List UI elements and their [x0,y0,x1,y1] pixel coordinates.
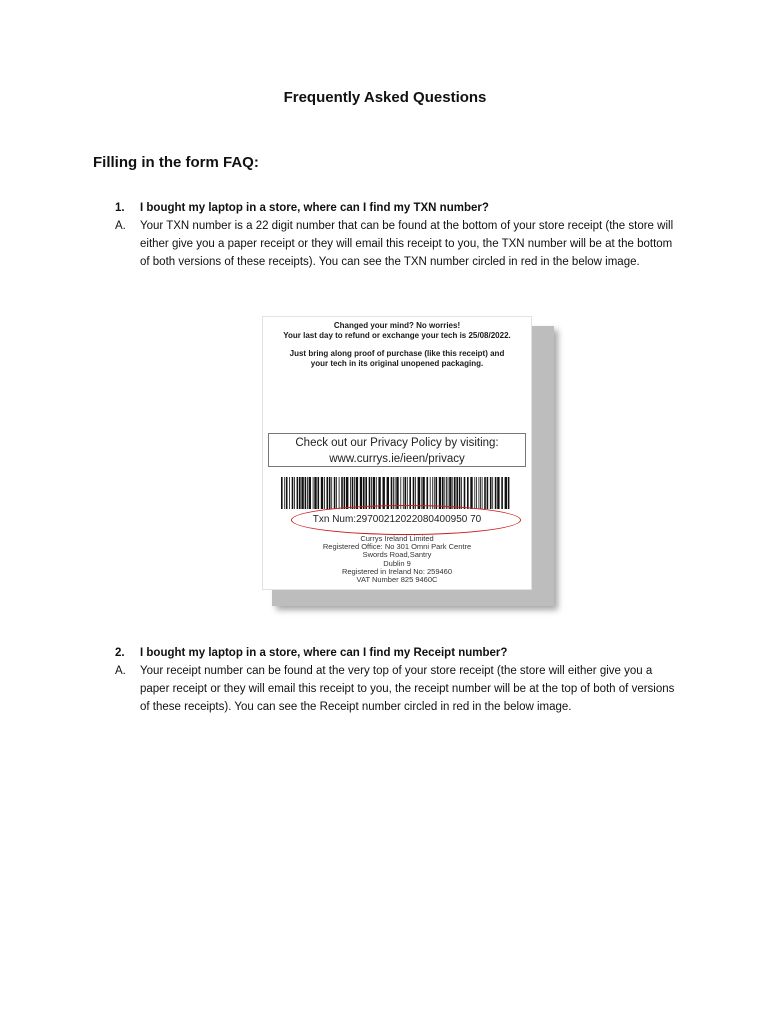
barcode-bar [490,477,492,509]
barcode-bar [459,477,461,509]
barcode-bar [356,477,358,509]
section-heading: Filling in the form FAQ: [93,154,259,171]
receipt-notice-2 [263,349,531,369]
barcode-bar [331,477,332,509]
faq-1-answer-marker: A. [115,220,126,232]
barcode-bar [442,477,444,509]
barcode-bar [329,477,331,509]
receipt-line-3: Just bring along proof of purchase (like this receipt) and [289,349,505,358]
receipt-notice [263,321,531,341]
barcode-bar [480,477,481,509]
privacy-box [268,433,526,467]
barcode-bar [350,477,351,509]
barcode-bar [346,477,348,509]
barcode-bar [281,477,283,509]
txn-highlight-circle [291,505,521,535]
barcode-bar [363,477,365,509]
barcode-bar [327,477,329,509]
barcode-bar [456,477,458,509]
faq-2-answer: Your receipt number can be found at the very top of your store receipt (the store will either give you a paper receipt or they will email this receipt to you, the receipt number will be at the top of both of versions of these receipts). You can see the Receipt number circled in red in the below image. [140,665,675,713]
barcode-bar [449,477,451,509]
barcode-bar [501,477,503,509]
barcode-bar [305,477,307,509]
barcode-bar [369,477,371,509]
barcode-bar [301,477,303,509]
barcode-bar [492,477,493,509]
barcode-bar [383,477,385,509]
barcode-bar [321,477,323,509]
faq-1-question: I bought my laptop in a store, where can I find my TXN number? [140,202,489,214]
receipt-line-2: Your last day to refund or exchange your tech is 25/08/2022. [283,331,511,340]
barcode-bar [434,477,435,509]
faq-item-1 [115,199,675,271]
receipt-line-1: Changed your mind? No worries! [333,321,461,330]
company-line-3: Swords Road,Santry [362,550,432,560]
barcode-bar [427,477,429,509]
faq-1-number: 1. [115,202,125,214]
barcode-bar [371,477,372,509]
barcode-bar [505,477,507,509]
barcode-bar [365,477,367,509]
barcode-bar [448,477,449,509]
barcode-bar [354,477,355,509]
barcode-bar [341,477,343,509]
barcode-bar [324,477,325,509]
barcode-bar [461,477,462,509]
barcode-bar [495,477,497,509]
barcode-bar [464,477,466,509]
barcode-bar [476,477,477,509]
company-line-2: Registered Office: No 301 Omni Park Centre [322,542,472,552]
barcode-bar [299,477,301,509]
receipt-image [262,316,558,612]
barcode-bar [446,477,447,509]
barcode-bar [307,477,308,509]
barcode-bar [352,477,354,509]
barcode-bar [284,477,285,509]
company-line-4: Dublin 9 [383,558,411,568]
company-details [263,535,531,584]
barcode-bar [484,477,486,509]
barcode-bar [314,477,316,509]
company-line-6: VAT Number 825 9460C [356,575,438,585]
barcode-bar [444,477,445,509]
barcode-bar [294,477,295,509]
company-line-5: Registered in Ireland No: 259460 [341,566,453,576]
barcode-bar [482,477,483,509]
barcode-bar [292,477,294,509]
barcode-bar [430,477,431,509]
barcode-bar [470,477,472,509]
faq-1-answer: Your TXN number is a 22 digit number that can be found at the bottom of your store receipt (the store will either give you a paper receipt or they will email this receipt to you, the TXN number will be at the bottom of both versions of these receipts). You can see the TXN number circled in red in the below image. [140,220,674,268]
barcode-bar [373,477,375,509]
barcode-bar [309,477,311,509]
barcode-bar [334,477,336,509]
faq-2-question: I bought my laptop in a store, where can I find my Receipt number? [140,647,508,659]
receipt-paper [262,316,532,590]
barcode-bar [452,477,453,509]
barcode-bar [344,477,346,509]
txn-number: Txn Num:29700212022080400950 70 [312,514,482,525]
barcode-bar [436,477,438,509]
barcode-bar [339,477,340,509]
privacy-line-1: Check out our Privacy Policy by visiting: [295,437,499,449]
barcode-bar [297,477,299,509]
page-title: Frequently Asked Questions [283,89,487,106]
barcode-bar [439,477,441,509]
barcode-bar [479,477,480,509]
receipt-line-4: your tech in its original unopened packaging. [310,359,484,368]
barcode-bar [336,477,337,509]
faq-2-answer-marker: A. [115,665,126,677]
barcode-bar [289,477,290,509]
barcode-bar [487,477,489,509]
company-line-1: Currys Ireland Limited [360,534,434,543]
barcode-bar [286,477,288,509]
barcode-bar [474,477,475,509]
privacy-line-2: www.currys.ie/ieen/privacy [329,453,465,465]
barcode-bar [378,477,380,509]
barcode-bar [376,477,377,509]
barcode-bar [318,477,320,509]
barcode-bar [467,477,469,509]
barcode-bar [508,477,510,509]
barcode-bar [360,477,362,509]
barcode-bar [454,477,456,509]
faq-item-2 [115,644,675,716]
barcode-bar [432,477,433,509]
barcode-bar [313,477,314,509]
barcode-bar [497,477,499,509]
faq-2-number: 2. [115,647,125,659]
